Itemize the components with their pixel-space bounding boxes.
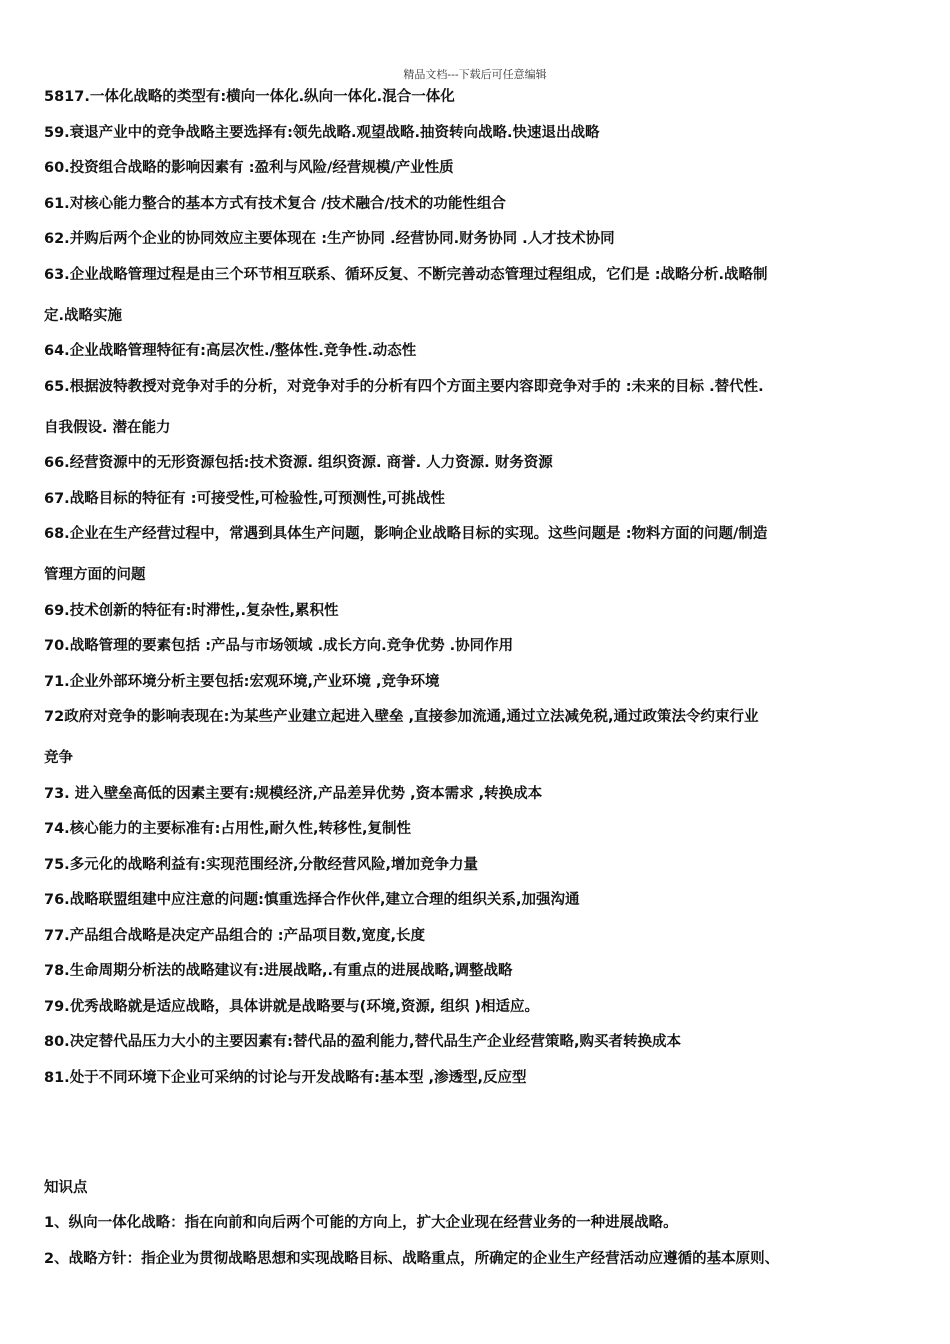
- list-item: 63.企业战略管理过程是由三个环节相互联系、循环反复、不断完善动态管理过程组成，它们是 :战略分析.战略制: [44, 266, 768, 283]
- list-item-continuation: 定.战略实施: [44, 307, 123, 324]
- page-header: 精品文档---下载后可任意编辑: [403, 68, 547, 81]
- list-item: 68.企业在生产经营过程中，常遇到具体生产问题，影响企业战略目标的实现。这些问题是 :物料方面的问题/制造: [44, 526, 768, 542]
- list-item: 61.对核心能力整合的基本方式有技术复合 /技术融合/技术的功能性组合: [44, 195, 506, 212]
- list-item: 78.生命周期分析法的战略建议有:进展战略,.有重点的进展战略,调整战略: [44, 963, 513, 979]
- list-item-continuation: 竞争: [44, 750, 73, 766]
- list-item: 64.企业战略管理特征有:高层次性./整体性.竞争性.动态性: [44, 343, 417, 359]
- list-item: 60.投资组合战略的影响因素有 :盈利与风险/经营规模/产业性质: [44, 160, 454, 176]
- list-item: 79.优秀战略就是适应战略，具体讲就是战略要与(环境,资源, 组织 )相适应。: [44, 998, 540, 1015]
- list-item: 80.决定替代品压力大小的主要因素有:替代品的盈利能力,替代品生产企业经营策略,购买者转换成本: [44, 1034, 681, 1050]
- section-title: 知识点: [44, 1179, 88, 1196]
- list-item: 81.处于不同环境下企业可采纳的讨论与开发战略有:基本型 ,渗透型,反应型: [44, 1069, 527, 1086]
- list-item: 70.战略管理的要素包括 :产品与市场领域 .成长方向.竞争优势 .协同作用: [44, 638, 514, 654]
- list-item: 5817.一体化战略的类型有:横向一体化.纵向一体化.混合一体化: [44, 89, 455, 105]
- list-item: 75.多元化的战略利益有:实现范围经济,分散经营风险,增加竞争力量: [44, 856, 479, 873]
- list-item-continuation: 管理方面的问题: [44, 567, 146, 583]
- list-item: 76.战略联盟组建中应注意的问题:慎重选择合作伙伴,建立合理的组织关系,加强沟通: [44, 892, 580, 908]
- list-item: 77.产品组合战略是决定产品组合的 :产品项目数,宽度,长度: [44, 927, 426, 944]
- document-body: [44, 86, 914, 1270]
- list-item-continuation: 自我假设. 潜在能力: [44, 419, 171, 436]
- knowledge-point: 2、战略方针：指企业为贯彻战略思想和实现战略目标、战略重点，所确定的企业生产经营活动应遵循的基本原则、: [44, 1250, 780, 1267]
- list-item: 62.并购后两个企业的协同效应主要体现在 :生产协同 .经营协同.财务协同 .人才技术协同: [44, 231, 615, 247]
- list-item: 73. 进入壁垒高低的因素主要有:规模经济,产品差异优势 ,资本需求 ,转换成本: [44, 785, 543, 802]
- list-item: 67.战略目标的特征有 :可接受性,可检验性,可预测性,可挑战性: [44, 490, 446, 507]
- list-item: 69.技术创新的特征有:时滞性,.复杂性,累积性: [44, 602, 339, 619]
- knowledge-point: 1、纵向一体化战略：指在向前和向后两个可能的方向上，扩大企业现在经营业务的一种进展战略。: [44, 1215, 678, 1231]
- list-item: 59.衰退产业中的竞争战略主要选择有:领先战略.观望战略.抽资转向战略.快速退出战略: [44, 124, 600, 141]
- list-item: 72政府对竞争的影响表现在:为某些产业建立起进入壁垒 ,直接参加流通,通过立法减免税,通过政策法令约束行业: [44, 709, 759, 725]
- list-item: 71.企业外部环境分析主要包括:宏观环境,产业环境 ,竞争环境: [44, 673, 440, 690]
- list-item: 65.根据波特教授对竞争对手的分析，对竞争对手的分析有四个方面主要内容即竞争对手的 :未来的目标 .替代性.: [44, 378, 764, 395]
- list-item: 74.核心能力的主要标准有:占用性,耐久性,转移性,复制性: [44, 821, 412, 837]
- list-item: 66.经营资源中的无形资源包括:技术资源. 组织资源. 商誉. 人力资源. 财务资源: [44, 455, 553, 471]
